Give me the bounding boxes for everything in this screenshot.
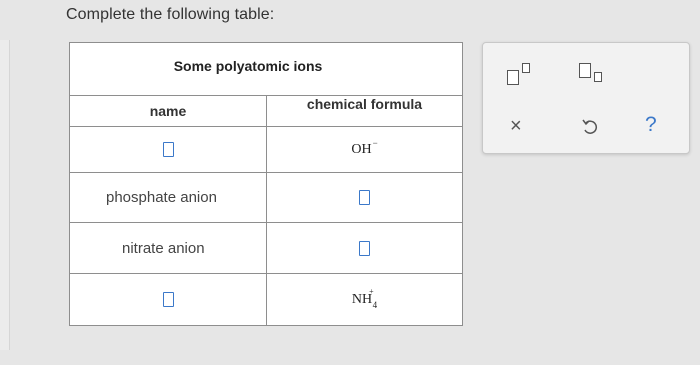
name-phosphate: phosphate anion [106, 189, 217, 206]
name-input-box[interactable] [163, 142, 174, 157]
clear-button[interactable] [507, 115, 527, 137]
name-nitrate: nitrate anion [122, 239, 205, 257]
help-icon: ? [645, 113, 657, 136]
polyatomic-ions-table [69, 42, 463, 326]
formula-ammonium: $NH^+_4$ [351, 286, 378, 310]
row-3-formula-cell [267, 223, 462, 273]
help-button[interactable] [641, 113, 663, 137]
row-3-name-cell [70, 223, 266, 273]
close-icon: × [510, 115, 522, 137]
header-name: name [149, 102, 187, 119]
left-edge-bar [0, 40, 10, 350]
formula-input-box[interactable] [359, 190, 370, 205]
name-input-box[interactable] [163, 292, 174, 307]
subscript-tool[interactable] [577, 61, 607, 87]
row-1-name-cell [70, 127, 266, 172]
superscript-tool[interactable] [505, 61, 535, 87]
formula-hydroxide: OH− [351, 137, 378, 157]
formula-input-box[interactable] [359, 241, 370, 256]
row-4-formula-cell [267, 274, 462, 325]
row-1-formula-cell [267, 127, 462, 172]
table-caption: Some polyatomic ions [173, 58, 323, 74]
row-4-name-cell [70, 274, 266, 325]
row-2-name-cell [70, 173, 266, 222]
answer-tools-panel [482, 42, 690, 154]
undo-icon [581, 118, 599, 136]
undo-button[interactable] [579, 115, 601, 137]
row-2-formula-cell [267, 173, 462, 222]
header-chemical-formula: chemical formula [306, 95, 423, 112]
question-prompt: Complete the following table: [66, 6, 275, 23]
